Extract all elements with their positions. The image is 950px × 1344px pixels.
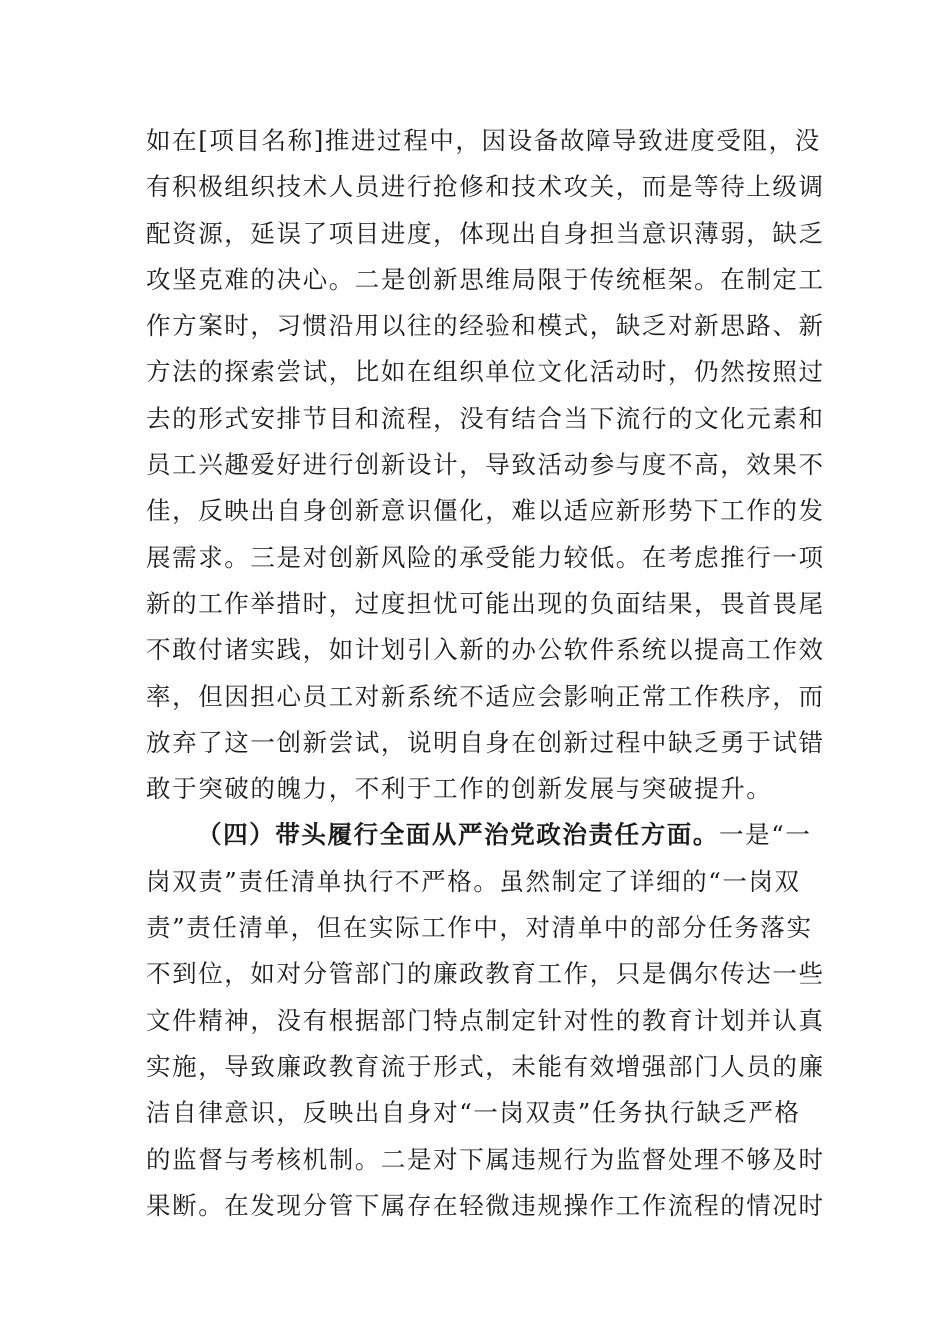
text-line: 放弃了这一创新尝试，说明自身在创新过程中缺乏勇于试错 (146, 727, 825, 757)
section-first-line (146, 812, 810, 858)
section-first-line-rest: 一是“一 (719, 820, 812, 850)
text-line: 率，但因担心员工对新系统不适应会影响正常工作秩序，而 (146, 681, 825, 711)
text-line: 敢于突破的魄力，不利于工作的创新发展与突破提升。 (146, 774, 773, 804)
text-line: 责”责任清单，但在实际工作中，对清单中的部分任务落实 (146, 913, 813, 943)
text-line: 佳，反映出自身创新意识僵化，难以适应新形势下工作的发 (146, 496, 825, 526)
text-line: 果断。在发现分管下属存在轻微违规操作工作流程的情况时 (146, 1190, 825, 1220)
section-heading: （四）带头履行全面从严治党政治责任方面。 (197, 820, 719, 850)
text-line: 新的工作举措时，过度担忧可能出现的负面结果，畏首畏尾 (146, 588, 825, 618)
text-line: 实施，导致廉政教育流于形式，未能有效增强部门人员的廉 (146, 1051, 825, 1081)
text-line: 的监督与考核机制。二是对下属违规行为监督处理不够及时 (146, 1144, 825, 1174)
body-text (146, 118, 825, 1229)
text-line: 有积极组织技术人员进行抢修和技术攻关，而是等待上级调 (146, 172, 825, 202)
text-line: 方法的探索尝试，比如在组织单位文化活动时，仍然按照过 (146, 357, 825, 387)
text-line: 作方案时，习惯沿用以往的经验和模式，缺乏对新思路、新 (146, 311, 825, 341)
text-line: 如在[项目名称]推进过程中，因设备故障导致进度受阻，没 (146, 126, 821, 155)
text-line: 配资源，延误了项目进度，体现出自身担当意识薄弱，缺乏 (146, 218, 825, 248)
text-line: 不敢付诸实践，如计划引入新的办公软件系统以提高工作效 (146, 635, 825, 665)
text-line: 不到位，如对分管部门的廉政教育工作，只是偶尔传达一些 (146, 959, 825, 989)
text-line: 文件精神，没有根据部门特点制定针对性的教育计划并认真 (146, 1005, 825, 1035)
text-line: 洁自律意识，反映出自身对“一岗双责”任务执行缺乏严格 (146, 1098, 801, 1128)
text-line: 员工兴趣爱好进行创新设计，导致活动参与度不高，效果不 (146, 450, 825, 480)
text-line: 展需求。三是对创新风险的承受能力较低。在考虑推行一项 (146, 542, 825, 572)
text-line: 攻坚克难的决心。二是创新思维局限于传统框架。在制定工 (146, 264, 825, 294)
text-line: 岗双责”责任清单执行不严格。虽然制定了详细的“一岗双 (146, 866, 801, 896)
text-line: 去的形式安排节目和流程，没有结合当下流行的文化元素和 (146, 403, 825, 433)
